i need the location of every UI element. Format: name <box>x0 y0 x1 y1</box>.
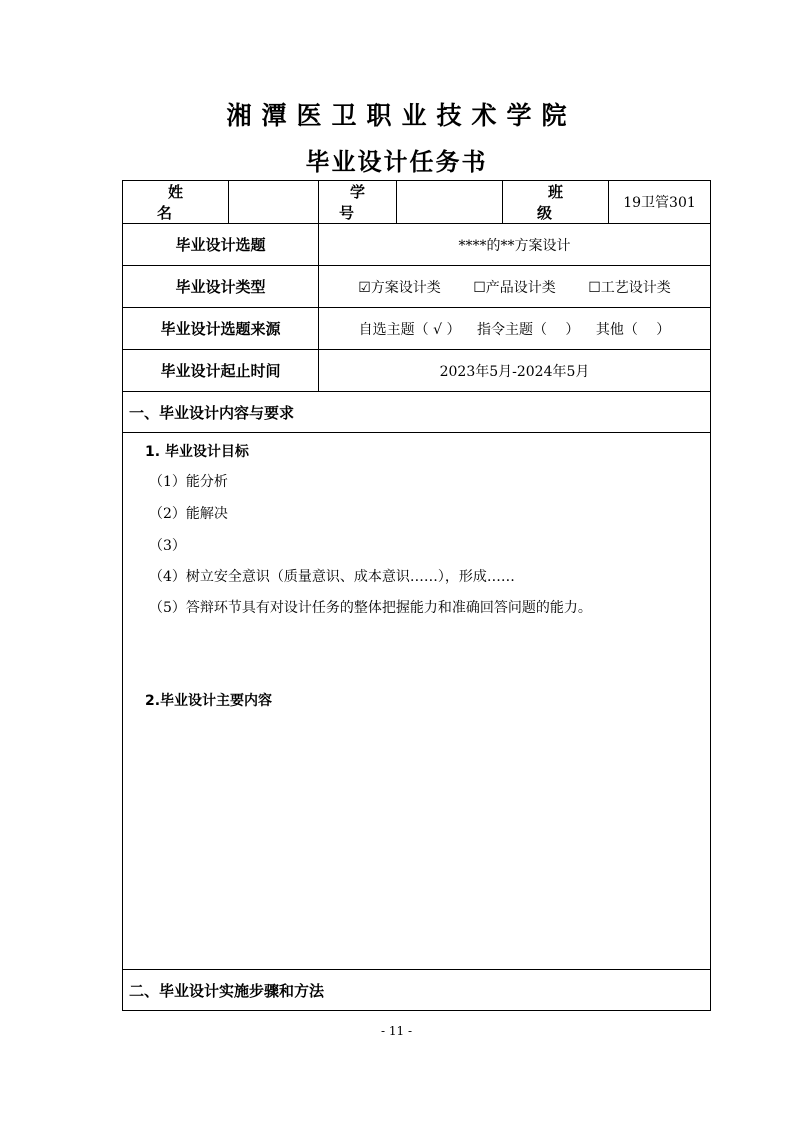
period-row <box>123 350 711 392</box>
page-number: - 11 - <box>380 1024 412 1038</box>
type-options <box>319 266 711 308</box>
goal-item-2: （2）能解决 <box>149 506 228 522</box>
section1-title-row <box>123 392 711 433</box>
source-option-self[interactable]: 自选主题（ √ ） <box>358 321 461 338</box>
section2-title: 二、毕业设计实施步骤和方法 <box>123 970 711 1011</box>
period-value: 2023年5月-2024年5月 <box>319 350 711 392</box>
class-value: 19卫管301 <box>609 181 711 224</box>
student-id-label: 学 号 <box>319 181 397 224</box>
section1-content-row <box>123 433 711 970</box>
task-form-table <box>122 180 711 1011</box>
goal-item-4: （4）树立安全意识（质量意识、成本意识……），形成…… <box>149 569 515 585</box>
source-options <box>319 308 711 350</box>
section1-title: 一、毕业设计内容与要求 <box>123 392 711 433</box>
topic-value: ****的**方案设计 <box>319 224 711 266</box>
main-content-subtitle: 2.毕业设计主要内容 <box>145 693 273 709</box>
document-title: 毕业设计任务书 <box>305 148 488 176</box>
school-name: 湘潭医卫职业技术学院 <box>226 101 577 130</box>
topic-label: 毕业设计选题 <box>123 224 319 266</box>
goal-item-1: （1）能分析 <box>149 474 228 490</box>
period-label: 毕业设计起止时间 <box>123 350 319 392</box>
type-option-process[interactable]: ☐工艺设计类 <box>588 279 671 296</box>
goal-item-5: （5）答辩环节具有对设计任务的整体把握能力和准确回答问题的能力。 <box>149 600 592 616</box>
goal-item-3: （3） <box>149 538 186 554</box>
type-row <box>123 266 711 308</box>
type-option-product[interactable]: ☐产品设计类 <box>473 279 556 296</box>
name-label: 姓 名 <box>123 181 229 224</box>
source-label: 毕业设计选题来源 <box>123 308 319 350</box>
topic-row <box>123 224 711 266</box>
type-label: 毕业设计类型 <box>123 266 319 308</box>
source-row <box>123 308 711 350</box>
goal-subtitle: 1. 毕业设计目标 <box>145 444 249 460</box>
section2-title-row <box>123 970 711 1011</box>
class-label: 班 级 <box>503 181 609 224</box>
source-option-assigned[interactable]: 指令主题（ ） <box>476 321 580 338</box>
name-value <box>229 181 319 224</box>
type-option-scheme[interactable]: ☑方案设计类 <box>358 279 441 296</box>
basic-info-row <box>123 181 711 224</box>
student-id-value <box>397 181 503 224</box>
source-option-other[interactable]: 其他（ ） <box>595 321 671 338</box>
section1-content <box>123 433 711 970</box>
